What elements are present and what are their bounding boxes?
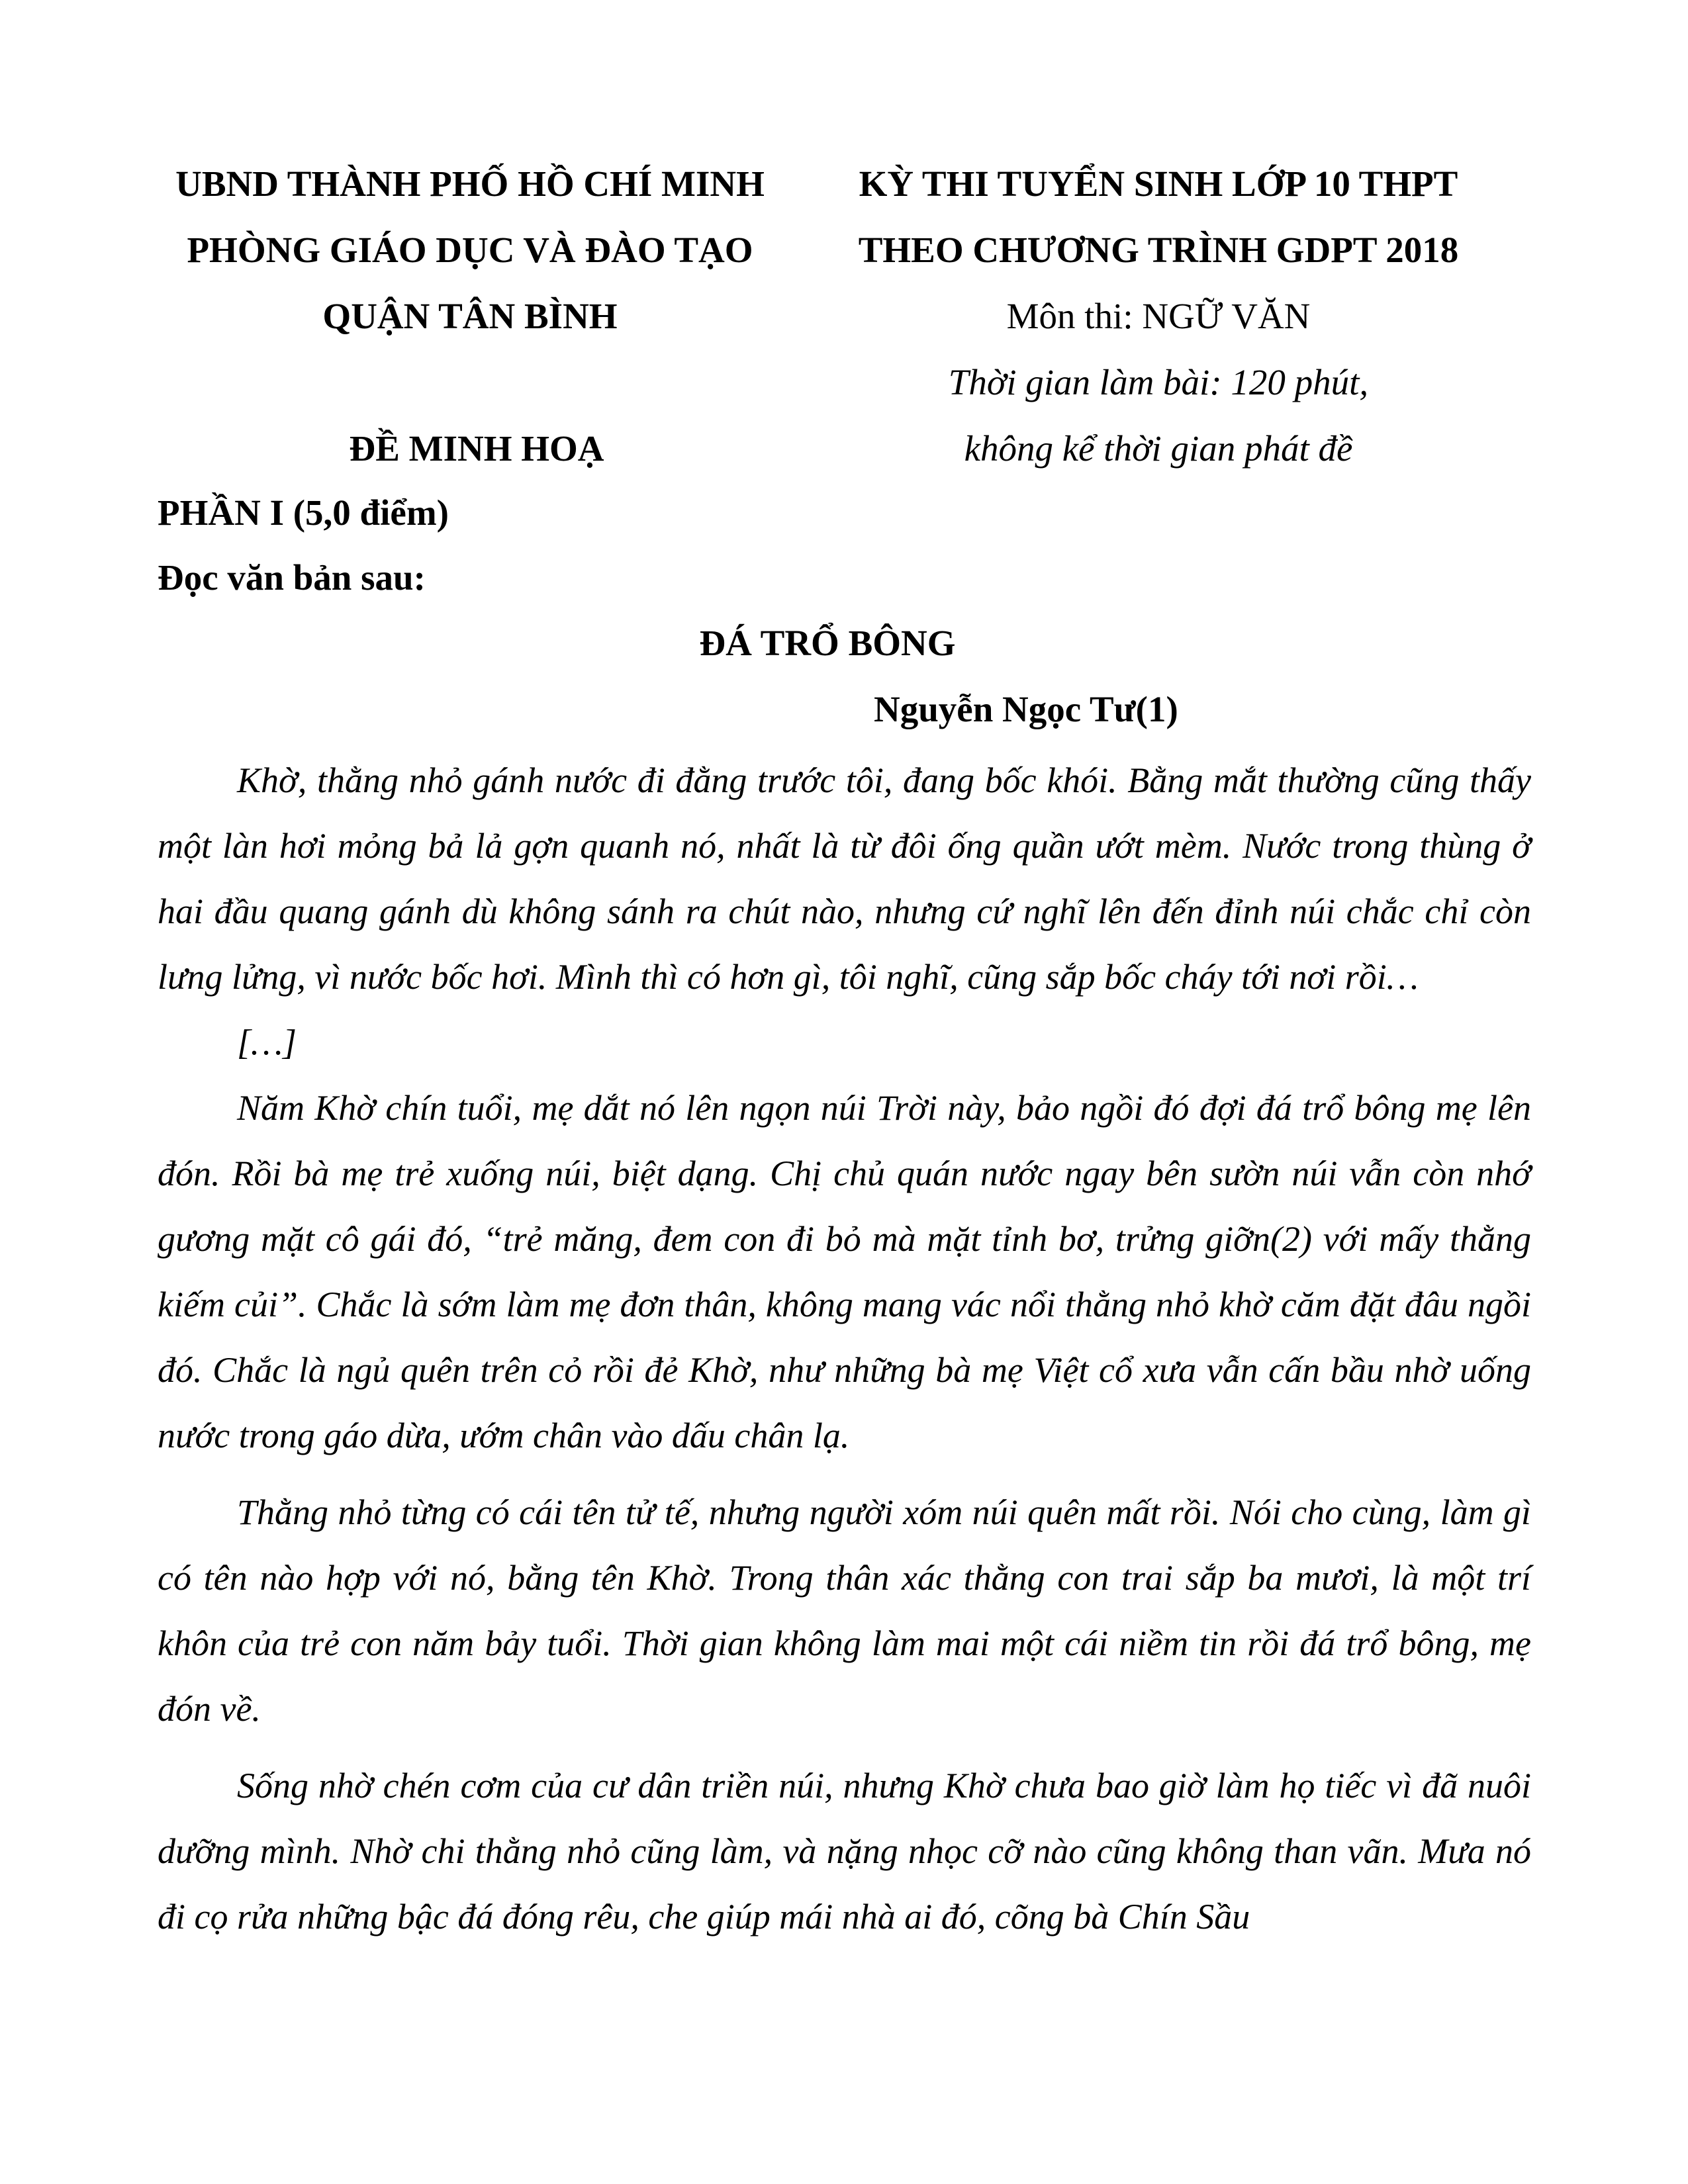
story-ellipsis: […] <box>237 1023 297 1062</box>
exam-title-line-1: KỲ THI TUYỂN SINH LỚP 10 THPT <box>859 163 1458 204</box>
story-author: Nguyễn Ngọc Tư(1) <box>874 689 1178 729</box>
story-paragraph-3: Thằng nhỏ từng có cái tên tử tế, nhưng người xóm núi quên mất rồi. Nói cho cùng, làm gì có tên nào hợp với nó, bằng tên Khờ. Trong thân xác thằng con trai sắp ba mươi, là một trí khôn của trẻ con năm bảy tuổi. Thời gian không làm mai một cái niềm tin rồi đá trổ bông, mẹ đón về. <box>158 1492 1531 1729</box>
exam-title-line-2: THEO CHƯƠNG TRÌNH GDPT 2018 <box>858 230 1459 270</box>
exam-subject: Môn thi: NGỮ VĂN <box>1006 296 1311 336</box>
exam-time-note: không kể thời gian phát đề <box>964 428 1353 469</box>
issuer-block <box>152 151 788 349</box>
story-title: ĐÁ TRỔ BÔNG <box>699 623 956 663</box>
part-heading: PHẦN I (5,0 điểm) <box>158 492 449 533</box>
story-paragraph-1: Khờ, thằng nhỏ gánh nước đi đằng trước tôi, đang bốc khói. Bằng mắt thường cũng thấy một làn hơi mỏng bả lả gợn quanh nó, nhất là từ đôi ống quần ướt mèm. Nước trong thùng ở hai đầu quang gánh dù không sánh ra chút nào, nhưng cứ nghĩ lên đến đỉnh núi chắc chỉ còn lưng lửng, vì nước bốc hơi. Mình thì có hơn gì, tôi nghĩ, cũng sắp bốc cháy tới nơi rồi… <box>158 760 1531 997</box>
story-text <box>158 748 1531 1950</box>
exam-time: Thời gian làm bài: 120 phút, <box>948 362 1369 402</box>
issuer-line-2: PHÒNG GIÁO DỤC VÀ ĐÀO TẠO <box>187 230 753 270</box>
exam-block <box>814 151 1503 482</box>
sample-exam-label: ĐỀ MINH HOẠ <box>349 428 604 469</box>
issuer-line-1: UBND THÀNH PHỐ HỒ CHÍ MINH <box>175 163 765 204</box>
story-paragraph-2: Năm Khờ chín tuổi, mẹ dắt nó lên ngọn núi Trời này, bảo ngồi đó đợi đá trổ bông mẹ lên đón. Rồi bà mẹ trẻ xuống núi, biệt dạng. Chị chủ quán nước ngay bên sườn núi vẫn còn nhớ gương mặt cô gái đó, “trẻ măng, đem con đi bỏ mà mặt tỉnh bơ, trửng giỡn(2) với mấy thằng kiếm củi”. Chắc là sớm làm mẹ đơn thân, không mang vác nổi thằng nhỏ khờ căm đặt đâu ngồi đó. Chắc là ngủ quên trên cỏ rồi đẻ Khờ, như những bà mẹ Việt cổ xưa vẫn cấn bầu nhờ uống nước trong gáo dừa, ướm chân vào dấu chân lạ. <box>158 1088 1531 1455</box>
reading-instruction: Đọc văn bản sau: <box>158 557 426 598</box>
issuer-line-3: QUẬN TÂN BÌNH <box>322 296 618 336</box>
story-paragraph-4: Sống nhờ chén cơm của cư dân triền núi, nhưng Khờ chưa bao giờ làm họ tiếc vì đã nuôi dưỡng mình. Nhờ chi thằng nhỏ cũng làm, và nặng nhọc cỡ nào cũng không than vãn. Mưa nó đi cọ rửa những bậc đá đóng rêu, che giúp mái nhà ai đó, cõng bà Chín Sầu <box>158 1766 1531 1936</box>
